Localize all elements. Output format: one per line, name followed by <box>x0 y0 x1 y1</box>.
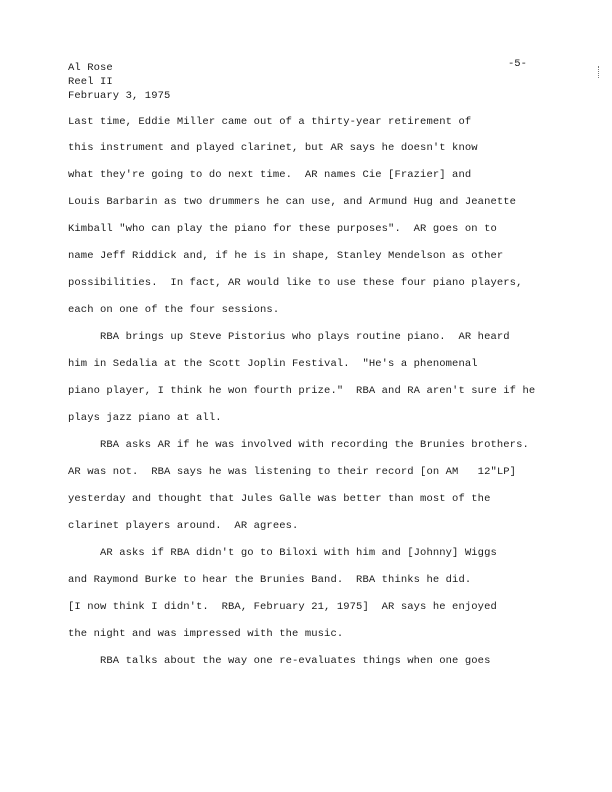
text-line: Kimball "who can play the piano for these purposes". AR goes on to <box>68 223 497 235</box>
text-line: what they're going to do next time. AR names Cie [Frazier] and <box>68 169 472 181</box>
text-line: this instrument and played clarinet, but AR says he doesn't know <box>68 142 478 154</box>
text-line: clarinet players around. AR agrees. <box>68 520 299 532</box>
text-line: [I now think I didn't. RBA, February 21, 1975] AR says he enjoyed <box>68 601 497 613</box>
text-line: RBA brings up Steve Pistorius who plays routine piano. AR heard <box>68 331 510 343</box>
text-line: Louis Barbarin as two drummers he can use, and Armund Hug and Jeanette <box>68 196 517 208</box>
text-line: each on one of the four sessions. <box>68 304 280 316</box>
text-line: RBA asks AR if he was involved with recording the Brunies brothers. <box>68 439 529 451</box>
page-number: -5- <box>508 58 527 70</box>
header-date: February 3, 1975 <box>68 90 171 102</box>
text-line: yesterday and thought that Jules Galle was better than most of the <box>68 493 491 505</box>
header-reel: Reel II <box>68 76 113 88</box>
text-line: AR asks if RBA didn't go to Biloxi with him and [Johnny] Wiggs <box>68 547 497 559</box>
text-line: AR was not. RBA says he was listening to their record [on AM 12"LP] <box>68 466 517 478</box>
text-line: him in Sedalia at the Scott Joplin Festival. "He's a phenomenal <box>68 358 478 370</box>
text-line: name Jeff Riddick and, if he is in shape, Stanley Mendelson as other <box>68 250 504 262</box>
text-line: Last time, Eddie Miller came out of a thirty-year retirement of <box>68 116 472 128</box>
text-line: piano player, I think he won fourth prize." RBA and RA aren't sure if he <box>68 385 536 397</box>
text-line: and Raymond Burke to hear the Brunies Band. RBA thinks he did. <box>68 574 472 586</box>
text-line: the night and was impressed with the music. <box>68 628 344 640</box>
text-line: plays jazz piano at all. <box>68 412 222 424</box>
text-line: possibilities. In fact, AR would like to use these four piano players, <box>68 277 523 289</box>
header-name: Al Rose <box>68 62 113 74</box>
text-line: RBA talks about the way one re-evaluates things when one goes <box>68 655 491 667</box>
scan-edge-mark <box>598 66 602 78</box>
